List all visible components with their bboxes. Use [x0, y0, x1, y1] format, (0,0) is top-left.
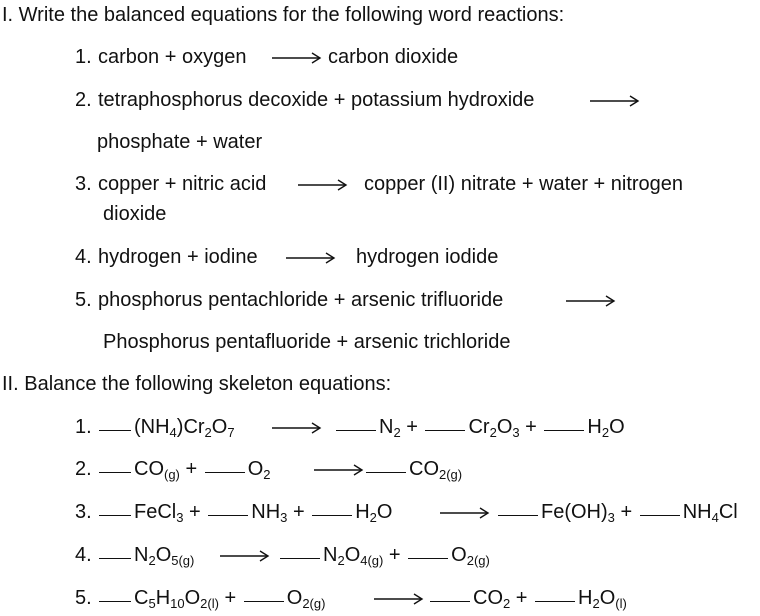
answer-blank[interactable]: [544, 430, 584, 431]
reaction-arrow-icon: [566, 295, 616, 307]
item-3-number: 3.: [75, 173, 92, 195]
equation-3-number: 3.: [75, 501, 92, 523]
equation-5-products: $CO_2 + H_2O_{(l)}$: [428, 586, 627, 610]
reaction-arrow-icon: [298, 179, 348, 191]
equation-5-number: 5.: [75, 587, 92, 609]
item-4-reactants: hydrogen + iodine: [98, 246, 258, 268]
item-3-reactants: copper + nitric acid: [98, 173, 267, 195]
answer-blank[interactable]: [408, 558, 448, 559]
answer-blank[interactable]: [99, 601, 131, 602]
answer-blank[interactable]: [498, 515, 538, 516]
item-1-number: 1.: [75, 46, 92, 68]
answer-blank[interactable]: [312, 515, 352, 516]
item-5-products: Phosphorus pentafluoride + arsenic trichloride: [103, 331, 511, 353]
answer-blank[interactable]: [640, 515, 680, 516]
equation-1-products: $N_2 + Cr_2O_3 + H_2O$: [334, 415, 625, 439]
equation-2-products: $CO_{2(g)}$: [364, 457, 462, 481]
item-2-number: 2.: [75, 89, 92, 111]
item-1-reactants: carbon + oxygen: [98, 46, 247, 68]
item-5-reactants: phosphorus pentachloride + arsenic trifluoride: [98, 289, 504, 311]
answer-blank[interactable]: [99, 472, 131, 473]
item-4-number: 4.: [75, 246, 92, 268]
answer-blank[interactable]: [205, 472, 245, 473]
item-2-products: phosphate + water: [97, 131, 263, 153]
reaction-arrow-icon: [440, 507, 490, 519]
item-1-products: carbon dioxide: [328, 46, 459, 68]
equation-2-reactants: $CO_{(g)} + O_2$: [97, 457, 270, 481]
item-3-products-cont: dioxide: [103, 203, 167, 225]
answer-blank[interactable]: [99, 558, 131, 559]
item-5-number: 5.: [75, 289, 92, 311]
section-1-heading: I. Write the balanced equations for the following word reactions:: [2, 4, 565, 26]
equation-4-reactants: $N_2O_{5(g)}$: [97, 543, 194, 567]
answer-blank[interactable]: [430, 601, 470, 602]
answer-blank[interactable]: [425, 430, 465, 431]
equation-1-number: 1.: [75, 416, 92, 438]
answer-blank[interactable]: [366, 472, 406, 473]
answer-blank[interactable]: [280, 558, 320, 559]
item-3-products: copper (II) nitrate + water + nitrogen: [364, 173, 684, 195]
equation-3-reactants: FeCl$_3$ + $NH_3 + H_2O$: [97, 500, 392, 524]
equation-1-reactants: $(NH_4)Cr_2O_7$: [97, 415, 235, 439]
answer-blank[interactable]: [99, 515, 131, 516]
item-2-reactants: tetraphosphorus decoxide + potassium hydroxide: [98, 89, 535, 111]
reaction-arrow-icon: [374, 593, 424, 605]
answer-blank[interactable]: [99, 430, 131, 431]
answer-blank[interactable]: [336, 430, 376, 431]
answer-blank[interactable]: [244, 601, 284, 602]
reaction-arrow-icon: [272, 52, 322, 64]
equation-4-number: 4.: [75, 544, 92, 566]
reaction-arrow-icon: [286, 252, 336, 264]
equation-5-reactants: $C_5H_{10}O_{2(l)} + O_{2(g)}$: [97, 586, 325, 610]
equation-2-number: 2.: [75, 458, 92, 480]
answer-blank[interactable]: [535, 601, 575, 602]
item-4-products: hydrogen iodide: [356, 246, 499, 268]
section-2-heading: II. Balance the following skeleton equations:: [2, 373, 392, 395]
reaction-arrow-icon: [220, 550, 270, 562]
reaction-arrow-icon: [272, 422, 322, 434]
equation-3-products: $Fe(OH)_3 + NH_4Cl$: [496, 500, 738, 524]
reaction-arrow-icon: [314, 464, 364, 476]
reaction-arrow-icon: [590, 95, 640, 107]
equation-4-products: $N_2O_{4(g)} + O_{2(g)}$: [278, 543, 490, 567]
answer-blank[interactable]: [208, 515, 248, 516]
